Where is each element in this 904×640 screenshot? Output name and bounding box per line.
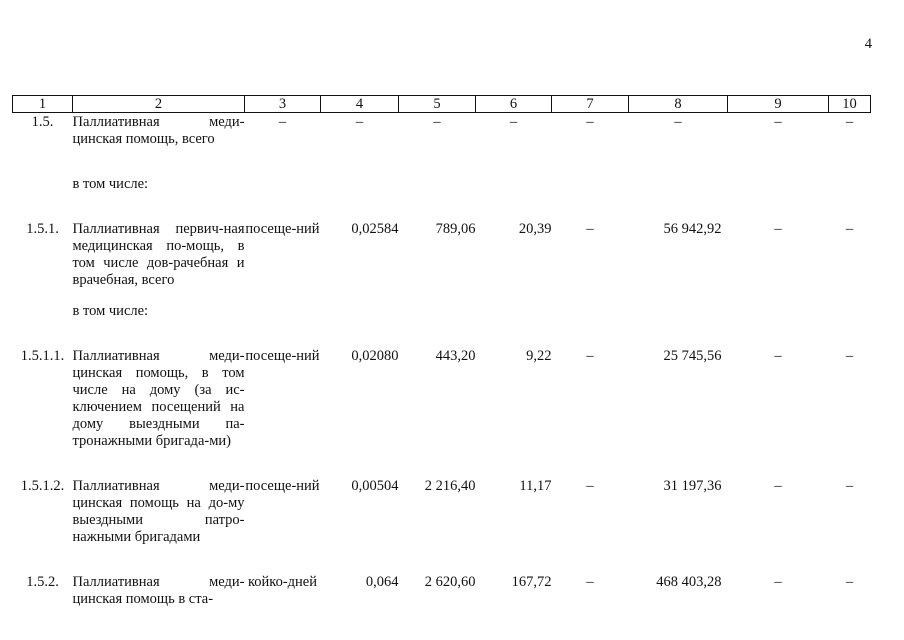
cell-c7: –: [586, 114, 594, 130]
row-name: в том числе:: [72, 303, 149, 319]
cell-c5: 443,20: [435, 348, 476, 364]
spacer-row: [13, 320, 871, 348]
column-header: 10: [829, 96, 871, 113]
row-name: в том числе:: [72, 176, 149, 192]
table-row: [13, 221, 871, 289]
cell-c8: 56 942,92: [663, 221, 722, 237]
table-row: [13, 303, 871, 320]
row-unit: –: [278, 114, 287, 130]
row-name: Паллиативная меди-цинская помощь в ста-: [72, 574, 245, 607]
row-unit: [245, 176, 321, 193]
cell-c6: 9,22: [526, 348, 552, 364]
column-header: 7: [552, 96, 629, 113]
row-unit: посеще-ний: [245, 478, 320, 494]
cell-c9: –: [774, 478, 782, 494]
column-header: 5: [399, 96, 476, 113]
spacer-row: [13, 450, 871, 478]
cell-c8: 25 745,56: [663, 348, 722, 364]
cell-c5: 2 620,60: [424, 574, 476, 590]
cell-c9: [728, 303, 829, 320]
spacer-row: [13, 148, 871, 176]
column-header: 8: [629, 96, 728, 113]
spacer-row: [13, 546, 871, 574]
row-unit: посеще-ний: [245, 348, 320, 364]
cell-c4: 0,02080: [351, 348, 399, 364]
row-unit: койко-дней: [247, 574, 318, 590]
page-number: 4: [864, 36, 872, 52]
cell-c4: [321, 303, 399, 320]
column-header: 6: [476, 96, 552, 113]
cell-c7: –: [586, 221, 594, 237]
spacer-row: [13, 193, 871, 221]
table-row: [13, 348, 871, 450]
column-header: 2: [73, 96, 245, 113]
row-code: 1.5.1.2.: [20, 478, 65, 494]
cell-c6: 11,17: [519, 478, 552, 494]
row-name: Паллиативная меди-цинская помощь, всего: [72, 114, 245, 147]
cell-c7: [552, 303, 629, 320]
table-row: [13, 113, 871, 149]
column-header: 1: [13, 96, 73, 113]
row-unit: посеще-ний: [245, 221, 320, 237]
row-name: Паллиативная первич-ная медицинская по-мощь, в том числе дов-рачебная и врачебная, всего: [72, 221, 245, 288]
cell-c5: –: [433, 114, 441, 130]
row-name: Паллиативная меди-цинская помощь на до-му выездными патро-нажными бригадами: [72, 478, 245, 545]
row-name: Паллиативная меди-цинская помощь, в том числе на дому (за ис-ключением посещений на дому выездными па-тронажными бригада-ми): [72, 348, 245, 449]
cell-c5: 2 216,40: [424, 478, 476, 494]
cell-c5: [399, 303, 476, 320]
cell-c7: –: [586, 574, 594, 590]
cell-c6: [476, 303, 552, 320]
cell-c4: 0,00504: [351, 478, 399, 494]
cell-c4: [321, 176, 399, 193]
cell-c9: –: [774, 114, 782, 130]
cell-c6: 20,39: [518, 221, 552, 237]
cell-c10: [829, 303, 871, 320]
row-code: [13, 176, 73, 193]
cell-c7: –: [586, 478, 594, 494]
cell-c9: –: [774, 221, 782, 237]
row-unit: [245, 303, 321, 320]
table-row: [13, 574, 871, 608]
cell-c8: 31 197,36: [663, 478, 722, 494]
row-code: 1.5.2.: [26, 574, 59, 590]
cell-c9: –: [774, 348, 782, 364]
cell-c10: –: [845, 114, 854, 130]
cell-c8: [629, 303, 728, 320]
column-header: 4: [321, 96, 399, 113]
cell-c7: –: [586, 348, 594, 364]
cell-c9: –: [774, 574, 782, 590]
cell-c10: –: [845, 348, 854, 364]
cell-c8: [629, 176, 728, 193]
cell-c5: 789,06: [435, 221, 476, 237]
cell-c6: –: [509, 114, 518, 130]
cell-c4: 0,02584: [351, 221, 399, 237]
cell-c10: –: [845, 478, 854, 494]
row-code: 1.5.1.1.: [20, 348, 65, 364]
cell-c10: [829, 176, 871, 193]
table-row: [13, 176, 871, 193]
data-table: [12, 95, 871, 608]
table-row: [13, 478, 871, 546]
header-row: [13, 96, 871, 113]
cell-c8: 468 403,28: [656, 574, 722, 590]
cell-c4: –: [355, 114, 364, 130]
cell-c5: [399, 176, 476, 193]
cell-c4: 0,064: [365, 574, 399, 590]
row-code: [13, 303, 73, 320]
row-code: 1.5.1.: [26, 221, 59, 237]
cell-c10: –: [845, 574, 854, 590]
cell-c9: [728, 176, 829, 193]
spacer-row: [13, 289, 871, 303]
cell-c6: 167,72: [511, 574, 552, 590]
column-header: 9: [728, 96, 829, 113]
cell-c6: [476, 176, 552, 193]
cell-c8: –: [674, 114, 682, 130]
row-code: 1.5.: [31, 114, 54, 130]
cell-c7: [552, 176, 629, 193]
cell-c10: –: [845, 221, 854, 237]
column-header: 3: [245, 96, 321, 113]
